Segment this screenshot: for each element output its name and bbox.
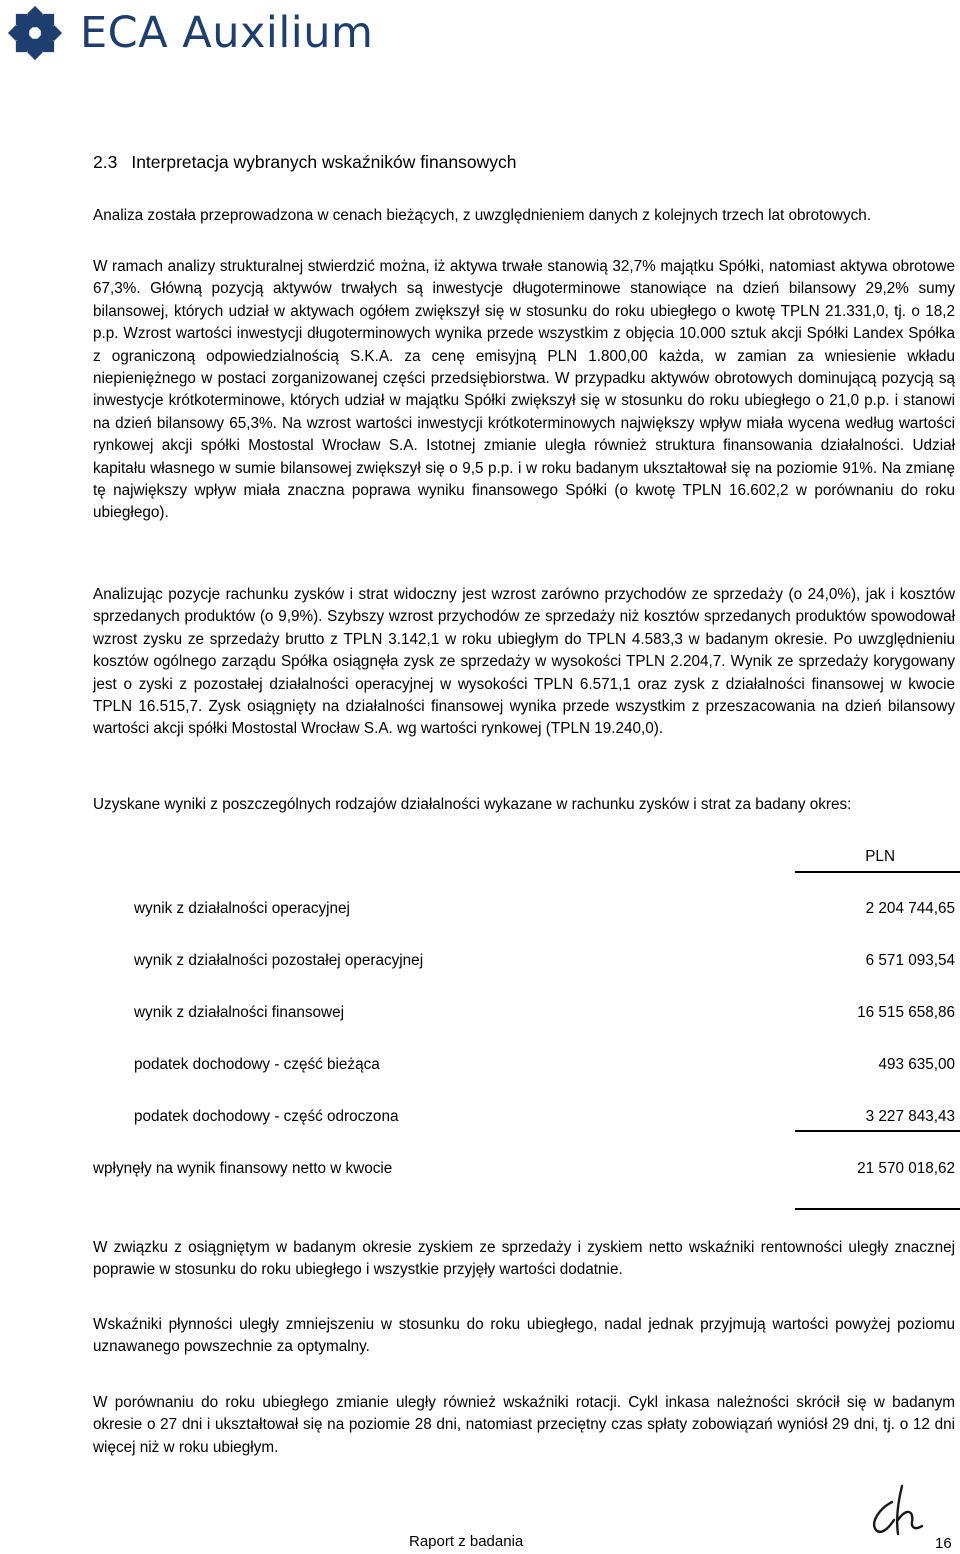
total-label: wpłynęły na wynik finansowy netto w kwocie <box>93 1160 393 1177</box>
row-label: podatek dochodowy - część odroczona <box>134 1108 399 1125</box>
row-label: wynik z działalności operacyjnej <box>134 900 350 917</box>
currency-label: PLN <box>865 848 895 865</box>
signature-mark <box>862 1480 932 1540</box>
brand-name: ECA Auxilium <box>80 8 374 58</box>
row-label: wynik z działalności finansowej <box>134 1004 345 1021</box>
total-value: 21 570 018,62 <box>857 1160 955 1177</box>
section-title: Interpretacja wybranych wskaźników finansowych <box>131 152 517 172</box>
row-value: 2 204 744,65 <box>865 900 955 917</box>
section-number: 2.3 <box>93 152 118 172</box>
paragraph-liquidity: Wskaźniki płynności uległy zmniejszeniu w stosunku do roku ubiegłego, nadal jednak przyjmują wartości powyżej poziomu uznawanego powszechnie za optymalny. <box>93 1316 955 1356</box>
paragraph-turnover: W porównaniu do roku ubiegłego zmianie uległy również wskaźniki rotacji. Cykl inkasa należności skrócił się w badanym okresie o 27 dni i ukształtował się na poziomie 28 dni, natomiast przeciętny czas spłaty zobowiązań wyniósł 29 dni, tj. o 12 dni więcej niż w roku ubiegłym. <box>93 1394 955 1456</box>
row-value: 3 227 843,43 <box>865 1108 955 1125</box>
table-top-rule <box>795 871 960 873</box>
paragraph-intro: Analiza została przeprowadzona w cenach bieżących, z uwzględnieniem danych z kolejnych trzech lat obrotowych. <box>93 207 872 224</box>
table-sum-rule <box>795 1130 960 1132</box>
table-bottom-rule <box>795 1208 960 1210</box>
logo-star-icon <box>6 4 64 62</box>
row-value: 6 571 093,54 <box>865 952 955 969</box>
row-value: 16 515 658,86 <box>857 1004 955 1021</box>
paragraph-results-intro: Uzyskane wyniki z poszczególnych rodzajów działalności wykazane w rachunku zysków i strat za badany okres: <box>93 796 852 813</box>
row-label: podatek dochodowy - część bieżąca <box>134 1056 380 1073</box>
company-logo <box>6 4 373 62</box>
paragraph-income-statement: Analizując pozycje rachunku zysków i strat widoczny jest wzrost zarówno przychodów ze sprzedaży (o 24,0%), jak i kosztów sprzedanych produktów (o 9,9%). Szybszy wzrost przychodów ze sprzedaży niż kosztów sprzedanych produktów spowodował wzrost zysku ze sprzedaży brutto z TPLN 3.142,1 w roku ubiegłym do TPLN 4.583,3 w badanym okresie. Po uwzględnieniu kosztów ogólnego zarządu Spółka osiągnęła zysk ze sprzedaży w wysokości TPLN 2.204,7. Wynik ze sprzedaży korygowany jest o zyski z pozostałej działalności operacyjnej w wysokości TPLN 6.571,1 oraz zysk z działalności finansowej w kwocie TPLN 16.515,7. Zysk osiągnięty na działalności finansowej wynika przede wszystkim z przeszacowania na dzień bilansowy wartości akcji spółki Mostostal Wrocław S.A. wg wartości rynkowej (TPLN 19.240,0). <box>93 586 955 738</box>
paragraph-structure: W ramach analizy strukturalnej stwierdzić można, iż aktywa trwałe stanowią 32,7% majątku Spółki, natomiast aktywa obrotowe 67,3%. Główną pozycją aktywów trwałych są inwestycje długoterminowe stanowiące na dzień bilansowy 29,2% sumy bilansowej, których udział w aktywach ogółem zwiększył się w stosunku do roku ubiegłego o kwotę TPLN 21.331,0, tj. o 18,2 p.p. Wzrost wartości inwestycji długoterminowych wynika przede wszystkim z objęcia 10.000 sztuk akcji Spółki Landex Spółka z ograniczoną odpowiedzialnością S.K.A. za cenę emisyjną PLN 1.800,00 każda, w zamian za wniesienie wkładu niepieniężnego w postaci zorganizowanej części przedsiębiorstwa. W przypadku aktywów obrotowych dominującą pozycją są inwestycje krótkoterminowe, których udział w majątku Spółki zwiększył się w stosunku do roku ubiegłego o 21,0 p.p. i stanowi na dzień bilansowy 65,3%. Na wzrost wartości inwestycji krótkoterminowych największy wpływ miała wycena według wartości rynkowej akcji spółki Mostostal Wrocław S.A. Istotnej zmianie uległa również struktura finansowania działalności. Udział kapitału własnego w sumie bilansowej zwiększył się o 9,5 p.p. i w roku badanym ukształtował się na poziomie 91%. Na zmianę tę największy wpływ miała znaczna poprawa wyniku finansowego Spółki (o kwotę TPLN 16.602,2 w porównaniu do roku ubiegłego). <box>93 258 955 522</box>
footer-label: Raport z badania <box>409 1533 524 1550</box>
page-number: 16 <box>935 1535 952 1552</box>
row-label: wynik z działalności pozostałej operacyjnej <box>134 952 424 969</box>
row-value: 493 635,00 <box>878 1056 955 1073</box>
section-heading <box>93 150 517 174</box>
paragraph-profitability: W związku z osiągniętym w badanym okresie zyskiem ze sprzedaży i zyskiem netto wskaźniki rentowności uległy znacznej poprawie w stosunku do roku ubiegłego i wszystkie przyjęły wartości dodatnie. <box>93 1239 955 1279</box>
